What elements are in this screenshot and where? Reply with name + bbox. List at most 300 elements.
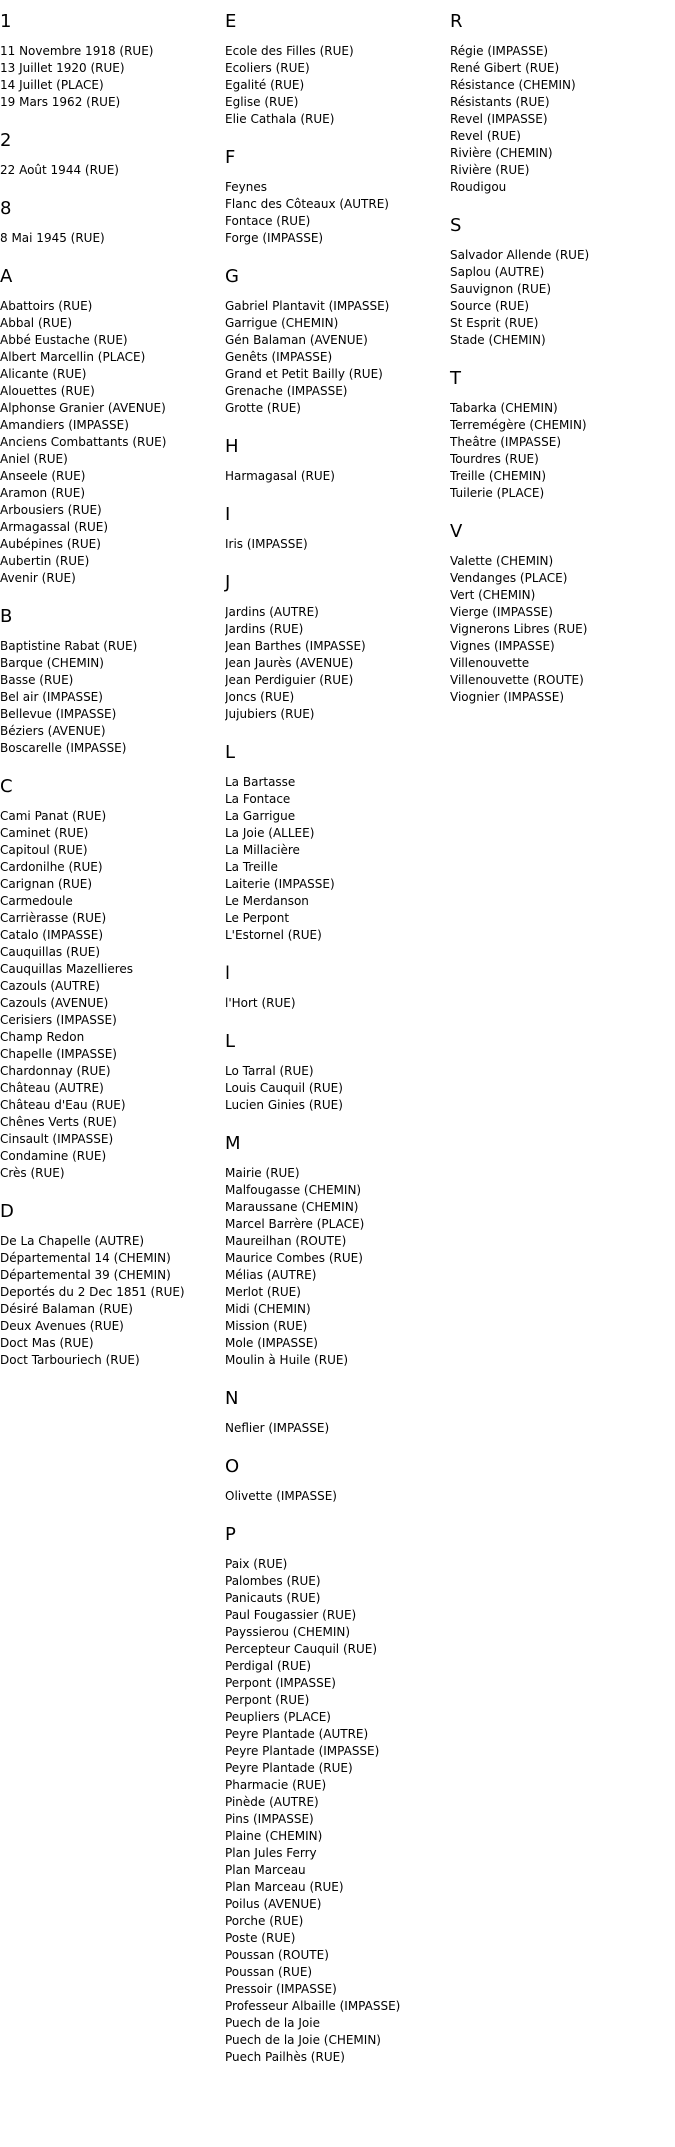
street-list-item bbox=[0, 655, 225, 672]
street-link[interactable]: Chênes Verts (RUE) bbox=[0, 1115, 117, 1129]
street-link[interactable]: Villenouvette (ROUTE) bbox=[450, 673, 584, 687]
street-list-item bbox=[225, 910, 450, 927]
street-list-item bbox=[0, 536, 225, 553]
street-link[interactable]: Peyre Plantade (IMPASSE) bbox=[225, 1744, 380, 1758]
street-list-item bbox=[225, 1692, 450, 1709]
street-list-item bbox=[225, 1896, 450, 1913]
street-link[interactable]: La Millacière bbox=[225, 843, 300, 857]
street-link[interactable]: Crès (RUE) bbox=[0, 1166, 65, 1180]
street-link[interactable]: Abattoirs (RUE) bbox=[0, 299, 93, 313]
letter-section bbox=[0, 1201, 225, 1369]
street-list-item bbox=[0, 1250, 225, 1267]
street-link[interactable]: Perpont (IMPASSE) bbox=[225, 1676, 336, 1690]
street-list-item bbox=[225, 43, 450, 60]
street-link[interactable]: Plan Marceau (RUE) bbox=[225, 1880, 344, 1894]
street-list-item bbox=[0, 1233, 225, 1250]
street-link[interactable]: Panicauts (RUE) bbox=[225, 1591, 321, 1605]
street-link[interactable]: La Bartasse bbox=[225, 775, 296, 789]
street-link[interactable]: Carmedoule bbox=[0, 894, 73, 908]
street-list-item bbox=[0, 1267, 225, 1284]
street-list-item bbox=[225, 808, 450, 825]
street-link[interactable]: Mairie (RUE) bbox=[225, 1166, 300, 1180]
street-link[interactable]: Percepteur Cauquil (RUE) bbox=[225, 1642, 378, 1656]
street-list-item bbox=[225, 1335, 450, 1352]
street-link[interactable]: 19 Mars 1962 (RUE) bbox=[0, 95, 121, 109]
street-list-item bbox=[225, 1080, 450, 1097]
street-link[interactable]: Désiré Balaman (RUE) bbox=[0, 1302, 133, 1316]
street-link[interactable]: Basse (RUE) bbox=[0, 673, 74, 687]
street-link[interactable]: Résistance (CHEMIN) bbox=[450, 78, 576, 92]
street-link[interactable]: Lo Tarral (RUE) bbox=[225, 1064, 314, 1078]
street-list-item bbox=[225, 791, 450, 808]
street-link[interactable]: Paul Fougassier (RUE) bbox=[225, 1608, 357, 1622]
street-link[interactable]: Barque (CHEMIN) bbox=[0, 656, 104, 670]
street-list-item bbox=[450, 689, 675, 706]
street-link[interactable]: Revel (RUE) bbox=[450, 129, 521, 143]
street-link[interactable]: Alicante (RUE) bbox=[0, 367, 87, 381]
street-list-item bbox=[225, 1743, 450, 1760]
street-link[interactable]: Gén Balaman (AVENUE) bbox=[225, 333, 368, 347]
street-link[interactable]: Olivette (IMPASSE) bbox=[225, 1489, 337, 1503]
street-list bbox=[0, 230, 225, 247]
street-link[interactable]: Vignes (IMPASSE) bbox=[450, 639, 555, 653]
street-list-item bbox=[225, 383, 450, 400]
street-list-item bbox=[225, 1658, 450, 1675]
street-link[interactable]: Condamine (RUE) bbox=[0, 1149, 107, 1163]
street-link[interactable]: Bel air (IMPASSE) bbox=[0, 690, 103, 704]
street-link[interactable]: Garrigue (CHEMIN) bbox=[225, 316, 339, 330]
street-link[interactable]: Doct Mas (RUE) bbox=[0, 1336, 94, 1350]
street-link[interactable]: Tourdres (RUE) bbox=[450, 452, 539, 466]
street-list-item bbox=[225, 876, 450, 893]
street-list-item bbox=[0, 553, 225, 570]
street-link[interactable]: Theâtre (IMPASSE) bbox=[450, 435, 561, 449]
street-link[interactable]: Grand et Petit Bailly (RUE) bbox=[225, 367, 383, 381]
street-link[interactable]: Cauquillas Mazellieres bbox=[0, 962, 134, 976]
street-list-item bbox=[225, 1709, 450, 1726]
street-link[interactable]: Peyre Plantade (AUTRE) bbox=[225, 1727, 369, 1741]
letter-section bbox=[225, 1031, 450, 1114]
street-link[interactable]: Moulin à Huile (RUE) bbox=[225, 1353, 349, 1367]
street-list-item bbox=[225, 1590, 450, 1607]
street-link[interactable]: Iris (IMPASSE) bbox=[225, 537, 308, 551]
street-list-item bbox=[0, 1114, 225, 1131]
street-list-item bbox=[0, 400, 225, 417]
street-list-item bbox=[0, 1335, 225, 1352]
letter-heading: D bbox=[0, 1201, 14, 1222]
street-list-item bbox=[0, 77, 225, 94]
street-list bbox=[225, 536, 450, 553]
street-link[interactable]: Aniel (RUE) bbox=[0, 452, 68, 466]
street-list bbox=[450, 43, 675, 196]
street-link[interactable]: Champ Redon bbox=[0, 1030, 85, 1044]
street-link[interactable]: Puech Pailhès (RUE) bbox=[225, 2050, 345, 2064]
street-link[interactable]: Anseele (RUE) bbox=[0, 469, 86, 483]
street-link[interactable]: Mole (IMPASSE) bbox=[225, 1336, 318, 1350]
street-link[interactable]: Chapelle (IMPASSE) bbox=[0, 1047, 117, 1061]
street-link[interactable]: Château (AUTRE) bbox=[0, 1081, 104, 1095]
street-link[interactable]: Perpont (RUE) bbox=[225, 1693, 310, 1707]
letter-section bbox=[450, 215, 675, 349]
street-link[interactable]: Professeur Albaille (IMPASSE) bbox=[225, 1999, 401, 2013]
street-link[interactable]: St Esprit (RUE) bbox=[450, 316, 539, 330]
street-list-item bbox=[225, 689, 450, 706]
letter-heading: 8 bbox=[0, 198, 12, 219]
street-link[interactable]: Départemental 14 (CHEMIN) bbox=[0, 1251, 171, 1265]
street-list-item bbox=[0, 859, 225, 876]
letter-section bbox=[225, 436, 450, 485]
street-list-item bbox=[0, 162, 225, 179]
street-list-item bbox=[0, 1046, 225, 1063]
street-list-item bbox=[450, 179, 675, 196]
street-list-item bbox=[450, 247, 675, 264]
street-list-item bbox=[225, 1182, 450, 1199]
street-link[interactable]: Vierge (IMPASSE) bbox=[450, 605, 553, 619]
street-link[interactable]: Puech de la Joie (CHEMIN) bbox=[225, 2033, 381, 2047]
street-link[interactable]: Peyre Plantade (RUE) bbox=[225, 1761, 353, 1775]
street-link[interactable]: 22 Août 1944 (RUE) bbox=[0, 163, 119, 177]
street-list-item bbox=[225, 1794, 450, 1811]
street-link[interactable]: Marcel Barrère (PLACE) bbox=[225, 1217, 365, 1231]
street-link[interactable]: Maurice Combes (RUE) bbox=[225, 1251, 363, 1265]
street-link[interactable]: Plan Marceau bbox=[225, 1863, 306, 1877]
street-link[interactable]: Salvador Allende (RUE) bbox=[450, 248, 590, 262]
street-link[interactable]: Rivière (RUE) bbox=[450, 163, 530, 177]
street-list-item bbox=[0, 502, 225, 519]
street-link[interactable]: 14 Juillet (PLACE) bbox=[0, 78, 104, 92]
street-link[interactable]: Bellevue (IMPASSE) bbox=[0, 707, 117, 721]
street-link[interactable]: La Joie (ALLEE) bbox=[225, 826, 315, 840]
letter-heading: G bbox=[225, 266, 239, 287]
street-list-item bbox=[0, 298, 225, 315]
street-list-item bbox=[0, 706, 225, 723]
street-link[interactable]: Perdigal (RUE) bbox=[225, 1659, 312, 1673]
street-link[interactable]: Jean Jaurès (AVENUE) bbox=[225, 656, 354, 670]
street-link[interactable]: 11 Novembre 1918 (RUE) bbox=[0, 44, 154, 58]
street-link[interactable]: Vendanges (PLACE) bbox=[450, 571, 568, 585]
street-list-item bbox=[225, 1862, 450, 1879]
street-list-item bbox=[0, 1080, 225, 1097]
street-link[interactable]: Louis Cauquil (RUE) bbox=[225, 1081, 343, 1095]
street-list-item bbox=[0, 332, 225, 349]
street-link[interactable]: Aramon (RUE) bbox=[0, 486, 86, 500]
street-link[interactable]: Villenouvette bbox=[450, 656, 530, 670]
street-link[interactable]: Le Perpont bbox=[225, 911, 290, 925]
letter-heading: O bbox=[225, 1456, 240, 1477]
street-link[interactable]: Alphonse Granier (AVENUE) bbox=[0, 401, 166, 415]
street-list-item bbox=[225, 604, 450, 621]
street-link[interactable]: Peupliers (PLACE) bbox=[225, 1710, 331, 1724]
street-link[interactable]: Deportés du 2 Dec 1851 (RUE) bbox=[0, 1285, 185, 1299]
street-link[interactable]: Valette (CHEMIN) bbox=[450, 554, 554, 568]
street-link[interactable]: Vignerons Libres (RUE) bbox=[450, 622, 588, 636]
street-link[interactable]: Béziers (AVENUE) bbox=[0, 724, 106, 738]
street-link[interactable]: Pins (IMPASSE) bbox=[225, 1812, 314, 1826]
street-link[interactable]: Pinède (AUTRE) bbox=[225, 1795, 319, 1809]
street-link[interactable]: L'Estornel (RUE) bbox=[225, 928, 322, 942]
street-list-item bbox=[0, 366, 225, 383]
street-link[interactable]: Laiterie (IMPASSE) bbox=[225, 877, 335, 891]
street-list-item bbox=[225, 1420, 450, 1437]
street-list-item bbox=[225, 842, 450, 859]
column-right bbox=[450, 0, 675, 725]
street-link[interactable]: Cerisiers (IMPASSE) bbox=[0, 1013, 117, 1027]
street-list bbox=[225, 774, 450, 944]
street-list-item bbox=[450, 672, 675, 689]
street-link[interactable]: Le Merdanson bbox=[225, 894, 309, 908]
letter-heading: l bbox=[225, 963, 231, 984]
letter-section bbox=[225, 963, 450, 1012]
street-link[interactable]: Harmagasal (RUE) bbox=[225, 469, 335, 483]
street-link[interactable]: Sauvignon (RUE) bbox=[450, 282, 552, 296]
street-link[interactable]: Carrièrasse (RUE) bbox=[0, 911, 107, 925]
street-list-item bbox=[225, 1947, 450, 1964]
street-link[interactable]: Caminet (RUE) bbox=[0, 826, 89, 840]
street-link[interactable]: Alouettes (RUE) bbox=[0, 384, 95, 398]
street-link[interactable]: Mélias (AUTRE) bbox=[225, 1268, 317, 1282]
street-link[interactable]: Genêts (IMPASSE) bbox=[225, 350, 333, 364]
street-link[interactable]: De La Chapelle (AUTRE) bbox=[0, 1234, 145, 1248]
letter-section bbox=[0, 266, 225, 587]
street-link[interactable]: Treille (CHEMIN) bbox=[450, 469, 547, 483]
street-link[interactable]: La Fontace bbox=[225, 792, 291, 806]
street-list bbox=[450, 247, 675, 349]
street-link[interactable]: Source (RUE) bbox=[450, 299, 530, 313]
street-link[interactable]: Mission (RUE) bbox=[225, 1319, 308, 1333]
street-link[interactable]: Forge (IMPASSE) bbox=[225, 231, 324, 245]
street-link[interactable]: Maraussane (CHEMIN) bbox=[225, 1200, 359, 1214]
street-list bbox=[0, 162, 225, 179]
street-list-item bbox=[0, 468, 225, 485]
street-list-item bbox=[0, 1131, 225, 1148]
street-list-item bbox=[0, 485, 225, 502]
street-list-item bbox=[450, 485, 675, 502]
street-list-item bbox=[225, 1488, 450, 1505]
street-link[interactable]: La Treille bbox=[225, 860, 278, 874]
street-link[interactable]: Avenir (RUE) bbox=[0, 571, 76, 585]
street-list-item bbox=[225, 77, 450, 94]
street-list-item bbox=[225, 298, 450, 315]
street-list-item bbox=[225, 1879, 450, 1896]
street-list bbox=[225, 179, 450, 247]
street-link[interactable]: Lucien Ginies (RUE) bbox=[225, 1098, 343, 1112]
letter-section bbox=[225, 266, 450, 417]
street-link[interactable]: Puech de la Joie bbox=[225, 2016, 320, 2030]
letter-heading: R bbox=[450, 11, 463, 32]
street-link[interactable]: Midi (CHEMIN) bbox=[225, 1302, 311, 1316]
street-link[interactable]: Tabarka (CHEMIN) bbox=[450, 401, 558, 415]
street-link[interactable]: Vert (CHEMIN) bbox=[450, 588, 536, 602]
column-middle bbox=[225, 0, 450, 2085]
street-list-item bbox=[225, 859, 450, 876]
street-link[interactable]: Catalo (IMPASSE) bbox=[0, 928, 104, 942]
street-list-item bbox=[225, 1981, 450, 1998]
street-list bbox=[0, 43, 225, 111]
street-list-item bbox=[0, 825, 225, 842]
street-link[interactable]: Tuilerie (PLACE) bbox=[450, 486, 545, 500]
street-link[interactable]: Neflier (IMPASSE) bbox=[225, 1421, 330, 1435]
street-list-item bbox=[450, 638, 675, 655]
street-link[interactable]: Abbé Eustache (RUE) bbox=[0, 333, 128, 347]
street-link[interactable]: Elie Cathala (RUE) bbox=[225, 112, 335, 126]
street-list-item bbox=[0, 43, 225, 60]
street-link[interactable]: La Garrigue bbox=[225, 809, 296, 823]
street-list-item bbox=[0, 1012, 225, 1029]
letter-section bbox=[0, 606, 225, 757]
street-link[interactable]: Cazouls (AUTRE) bbox=[0, 979, 100, 993]
street-list bbox=[225, 1063, 450, 1114]
street-link[interactable]: Paix (RUE) bbox=[225, 1557, 288, 1571]
street-list-item bbox=[225, 893, 450, 910]
street-link[interactable]: Grenache (IMPASSE) bbox=[225, 384, 348, 398]
street-list-item bbox=[0, 519, 225, 536]
street-link[interactable]: Amandiers (IMPASSE) bbox=[0, 418, 129, 432]
street-link[interactable]: Terremégère (CHEMIN) bbox=[450, 418, 587, 432]
street-link[interactable]: Revel (IMPASSE) bbox=[450, 112, 548, 126]
letter-heading: A bbox=[0, 266, 13, 287]
street-link[interactable]: Aubépines (RUE) bbox=[0, 537, 101, 551]
street-link[interactable]: Egalité (RUE) bbox=[225, 78, 305, 92]
street-link[interactable]: Porche (RUE) bbox=[225, 1914, 304, 1928]
street-list-item bbox=[225, 1726, 450, 1743]
street-link[interactable]: Baptistine Rabat (RUE) bbox=[0, 639, 138, 653]
street-link[interactable]: Plan Jules Ferry bbox=[225, 1846, 317, 1860]
street-link[interactable]: Payssierou (CHEMIN) bbox=[225, 1625, 351, 1639]
street-link[interactable]: Merlot (RUE) bbox=[225, 1285, 301, 1299]
street-link[interactable]: Château d'Eau (RUE) bbox=[0, 1098, 126, 1112]
street-link[interactable]: Jean Perdiguier (RUE) bbox=[225, 673, 354, 687]
street-link[interactable]: Joncs (RUE) bbox=[225, 690, 295, 704]
street-link[interactable]: Ecoliers (RUE) bbox=[225, 61, 310, 75]
street-link[interactable]: l'Hort (RUE) bbox=[225, 996, 296, 1010]
letter-heading: L bbox=[225, 742, 236, 763]
street-list-item bbox=[450, 60, 675, 77]
street-list-item bbox=[225, 638, 450, 655]
street-list-item bbox=[225, 1573, 450, 1590]
street-link[interactable]: Carignan (RUE) bbox=[0, 877, 93, 891]
street-list-item bbox=[225, 366, 450, 383]
street-link[interactable]: Eglise (RUE) bbox=[225, 95, 299, 109]
letter-section bbox=[225, 572, 450, 723]
street-list-item bbox=[450, 315, 675, 332]
street-link[interactable]: Palombes (RUE) bbox=[225, 1574, 321, 1588]
street-link[interactable]: Aubertin (RUE) bbox=[0, 554, 90, 568]
street-link[interactable]: Roudigou bbox=[450, 180, 507, 194]
street-link[interactable]: Maureilhan (ROUTE) bbox=[225, 1234, 347, 1248]
street-link[interactable]: Doct Tarbouriech (RUE) bbox=[0, 1353, 140, 1367]
street-link[interactable]: Fontace (RUE) bbox=[225, 214, 311, 228]
street-link[interactable]: Deux Avenues (RUE) bbox=[0, 1319, 124, 1333]
letter-heading: C bbox=[0, 776, 13, 797]
street-link[interactable]: Départemental 39 (CHEMIN) bbox=[0, 1268, 171, 1282]
street-link[interactable]: 13 Juillet 1920 (RUE) bbox=[0, 61, 125, 75]
street-link[interactable]: Rivière (CHEMIN) bbox=[450, 146, 553, 160]
street-list-item bbox=[0, 434, 225, 451]
street-list-item bbox=[450, 264, 675, 281]
street-list-item bbox=[225, 349, 450, 366]
street-link[interactable]: 8 Mai 1945 (RUE) bbox=[0, 231, 105, 245]
street-link[interactable]: Malfougasse (CHEMIN) bbox=[225, 1183, 362, 1197]
street-link[interactable]: Boscarelle (IMPASSE) bbox=[0, 741, 127, 755]
street-link[interactable]: Poussan (RUE) bbox=[225, 1965, 313, 1979]
street-list-item bbox=[225, 1845, 450, 1862]
street-list-item bbox=[0, 349, 225, 366]
letter-heading: B bbox=[0, 606, 13, 627]
street-list-item bbox=[0, 383, 225, 400]
street-link[interactable]: Saplou (AUTRE) bbox=[450, 265, 545, 279]
street-list-item bbox=[450, 621, 675, 638]
street-list-item bbox=[450, 417, 675, 434]
street-link[interactable]: Feynes bbox=[225, 180, 267, 194]
street-link[interactable]: Jardins (AUTRE) bbox=[225, 605, 319, 619]
street-list-item bbox=[225, 1624, 450, 1641]
street-link[interactable]: Viognier (IMPASSE) bbox=[450, 690, 565, 704]
street-link[interactable]: Gabriel Plantavit (IMPASSE) bbox=[225, 299, 390, 313]
street-link[interactable]: René Gibert (RUE) bbox=[450, 61, 560, 75]
letter-section bbox=[0, 130, 225, 179]
street-link[interactable]: Pharmacie (RUE) bbox=[225, 1778, 327, 1792]
street-list bbox=[0, 808, 225, 1182]
street-list-item bbox=[225, 468, 450, 485]
street-link[interactable]: Poste (RUE) bbox=[225, 1931, 296, 1945]
street-link[interactable]: Cauquillas (RUE) bbox=[0, 945, 101, 959]
street-list-item bbox=[0, 1301, 225, 1318]
street-list-item bbox=[450, 77, 675, 94]
street-link[interactable]: Stade (CHEMIN) bbox=[450, 333, 546, 347]
letter-section bbox=[225, 11, 450, 128]
street-link[interactable]: Plaine (CHEMIN) bbox=[225, 1829, 323, 1843]
street-list-item bbox=[450, 145, 675, 162]
letter-heading: 1 bbox=[0, 11, 12, 32]
street-link[interactable]: Poilus (AVENUE) bbox=[225, 1897, 322, 1911]
letter-section bbox=[450, 368, 675, 502]
street-list bbox=[225, 1165, 450, 1369]
street-list-item bbox=[225, 332, 450, 349]
street-link[interactable]: Résistants (RUE) bbox=[450, 95, 550, 109]
street-link[interactable]: Régie (IMPASSE) bbox=[450, 44, 549, 58]
street-link[interactable]: Abbal (RUE) bbox=[0, 316, 73, 330]
street-link[interactable]: Ecole des Filles (RUE) bbox=[225, 44, 354, 58]
street-link[interactable]: Grotte (RUE) bbox=[225, 401, 301, 415]
street-list-item bbox=[225, 1998, 450, 2015]
street-list-item bbox=[225, 621, 450, 638]
street-link[interactable]: Jardins (RUE) bbox=[225, 622, 304, 636]
street-link[interactable]: Arbousiers (RUE) bbox=[0, 503, 102, 517]
street-link[interactable]: Cinsault (IMPASSE) bbox=[0, 1132, 114, 1146]
street-link[interactable]: Poussan (ROUTE) bbox=[225, 1948, 329, 1962]
street-link[interactable]: Cazouls (AVENUE) bbox=[0, 996, 109, 1010]
letter-section bbox=[225, 147, 450, 247]
letter-heading: M bbox=[225, 1133, 241, 1154]
street-list-item bbox=[0, 893, 225, 910]
street-link[interactable]: Cami Panat (RUE) bbox=[0, 809, 107, 823]
street-link[interactable]: Albert Marcellin (PLACE) bbox=[0, 350, 146, 364]
street-link[interactable]: Chardonnay (RUE) bbox=[0, 1064, 111, 1078]
street-list-item bbox=[0, 94, 225, 111]
street-link[interactable]: Jean Barthes (IMPASSE) bbox=[225, 639, 366, 653]
street-link[interactable]: Capitoul (RUE) bbox=[0, 843, 88, 857]
letter-section bbox=[225, 1388, 450, 1437]
street-link[interactable]: Jujubiers (RUE) bbox=[225, 707, 315, 721]
street-link[interactable]: Cardonilhe (RUE) bbox=[0, 860, 103, 874]
street-link[interactable]: Flanc des Côteaux (AUTRE) bbox=[225, 197, 389, 211]
letter-section bbox=[225, 504, 450, 553]
street-list bbox=[450, 400, 675, 502]
street-list-item bbox=[225, 213, 450, 230]
street-link[interactable]: Anciens Combattants (RUE) bbox=[0, 435, 167, 449]
street-link[interactable]: Pressoir (IMPASSE) bbox=[225, 1982, 337, 1996]
street-link[interactable]: Armagassal (RUE) bbox=[0, 520, 109, 534]
